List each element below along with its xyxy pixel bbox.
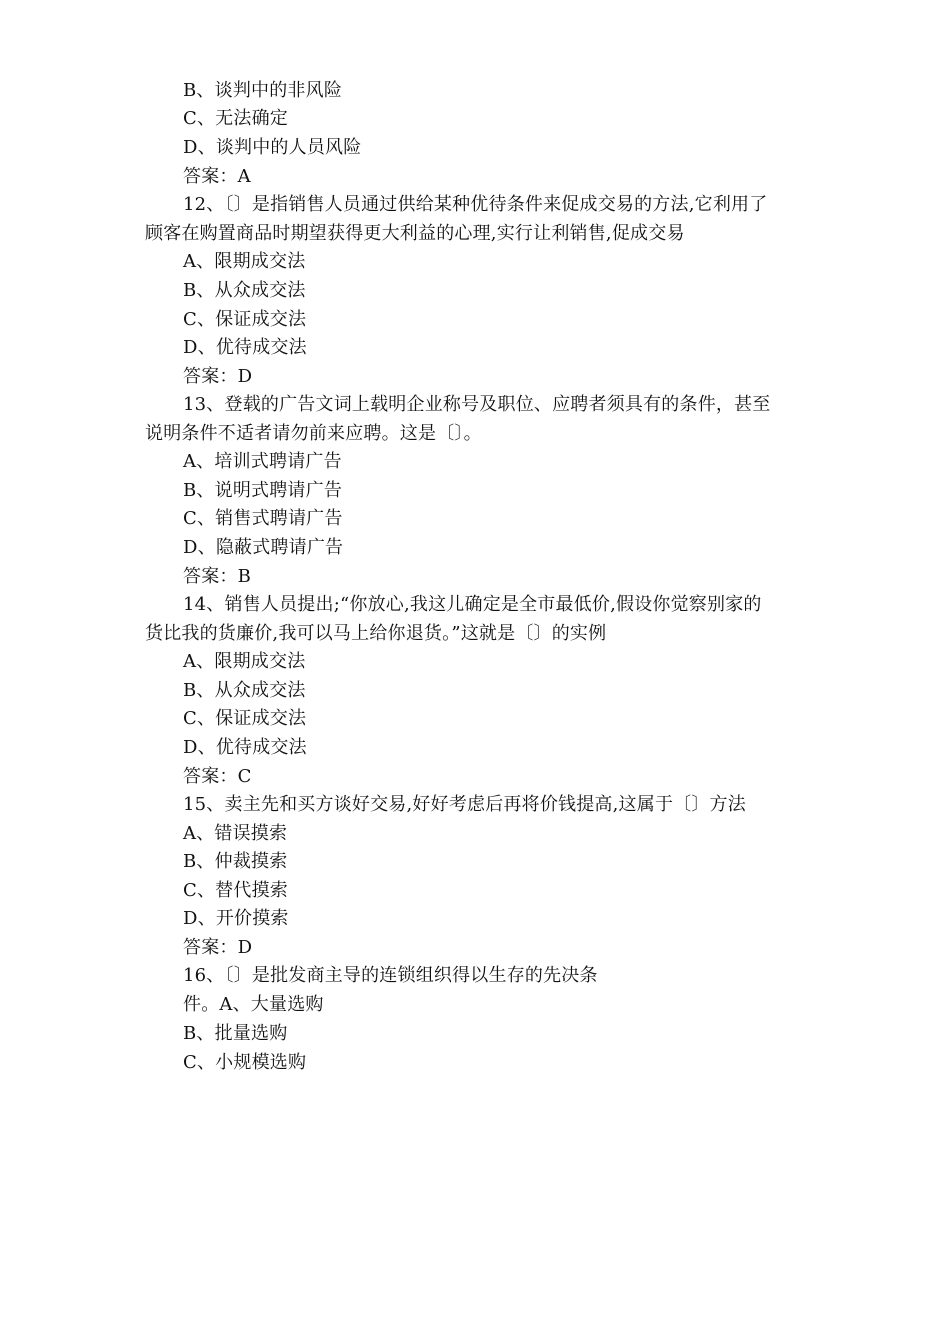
q15-stem-line1: 15、卖主先和买方谈好交易,好好考虑后再将价钱提高,这属于〔〕方法 (183, 794, 746, 815)
q15-answer: 答案：D (183, 937, 253, 958)
q15-option-d: D、开价摸索 (183, 908, 289, 929)
q12-answer: 答案：D (183, 366, 253, 387)
q12-stem-line1: 12、〔〕是指销售人员通过供给某种优待条件来促成交易的方法,它利用了 (183, 194, 768, 215)
q13-option-a: A、培训式聘请广告 (183, 451, 342, 472)
q14-option-b: B、从众成交法 (183, 680, 306, 701)
q13-option-b: B、说明式聘请广告 (183, 480, 343, 501)
q12-option-b: B、从众成交法 (183, 280, 306, 301)
q16-option-c: C、小规模选购 (183, 1052, 307, 1073)
q16-stem-line2: 件。A、大量选购 (183, 994, 324, 1015)
q14-option-d: D、优待成交法 (183, 737, 307, 758)
q14-option-c: C、保证成交法 (183, 708, 307, 729)
q13-option-c: C、销售式聘请广告 (183, 508, 343, 529)
q15-option-b: B、仲裁摸索 (183, 851, 288, 872)
q12-option-d: D、优待成交法 (183, 337, 307, 358)
q12-option-a: A、限期成交法 (183, 251, 306, 272)
q13-answer: 答案：B (183, 566, 252, 587)
q15-option-c: C、替代摸索 (183, 880, 288, 901)
q12-stem-line2: 顾客在购置商品时期望获得更大利益的心理,实行让利销售,促成交易 (145, 223, 685, 244)
q13-stem-line1: 13、登载的广告文词上载明企业称号及职位、应聘者须具有的条件，甚至 (183, 394, 771, 415)
q12-option-c: C、保证成交法 (183, 309, 307, 330)
q16-stem-line1: 16、〔〕是批发商主导的连锁组织得以生存的先决条 (183, 965, 598, 986)
q13-stem-line2: 说明条件不适者请勿前来应聘。这是〔〕。 (145, 423, 482, 444)
q14-option-a: A、限期成交法 (183, 651, 306, 672)
q13-option-d: D、隐蔽式聘请广告 (183, 537, 344, 558)
q15-option-a: A、错误摸索 (183, 823, 288, 844)
q16-option-b: B、批量选购 (183, 1023, 288, 1044)
q14-answer: 答案：C (183, 766, 252, 787)
q11-option-b: B、谈判中的非风险 (183, 80, 343, 101)
q11-option-d: D、谈判中的人员风险 (183, 137, 362, 158)
q11-answer: 答案：A (183, 166, 251, 187)
q14-stem-line1: 14、销售人员提出;“你放心,我这儿确定是全市最低价,假设你觉察别家的 (183, 594, 762, 615)
q14-stem-line2: 货比我的货廉价,我可以马上给你退货。”这就是〔〕的实例 (145, 623, 607, 644)
q11-option-c: C、无法确定 (183, 108, 288, 129)
